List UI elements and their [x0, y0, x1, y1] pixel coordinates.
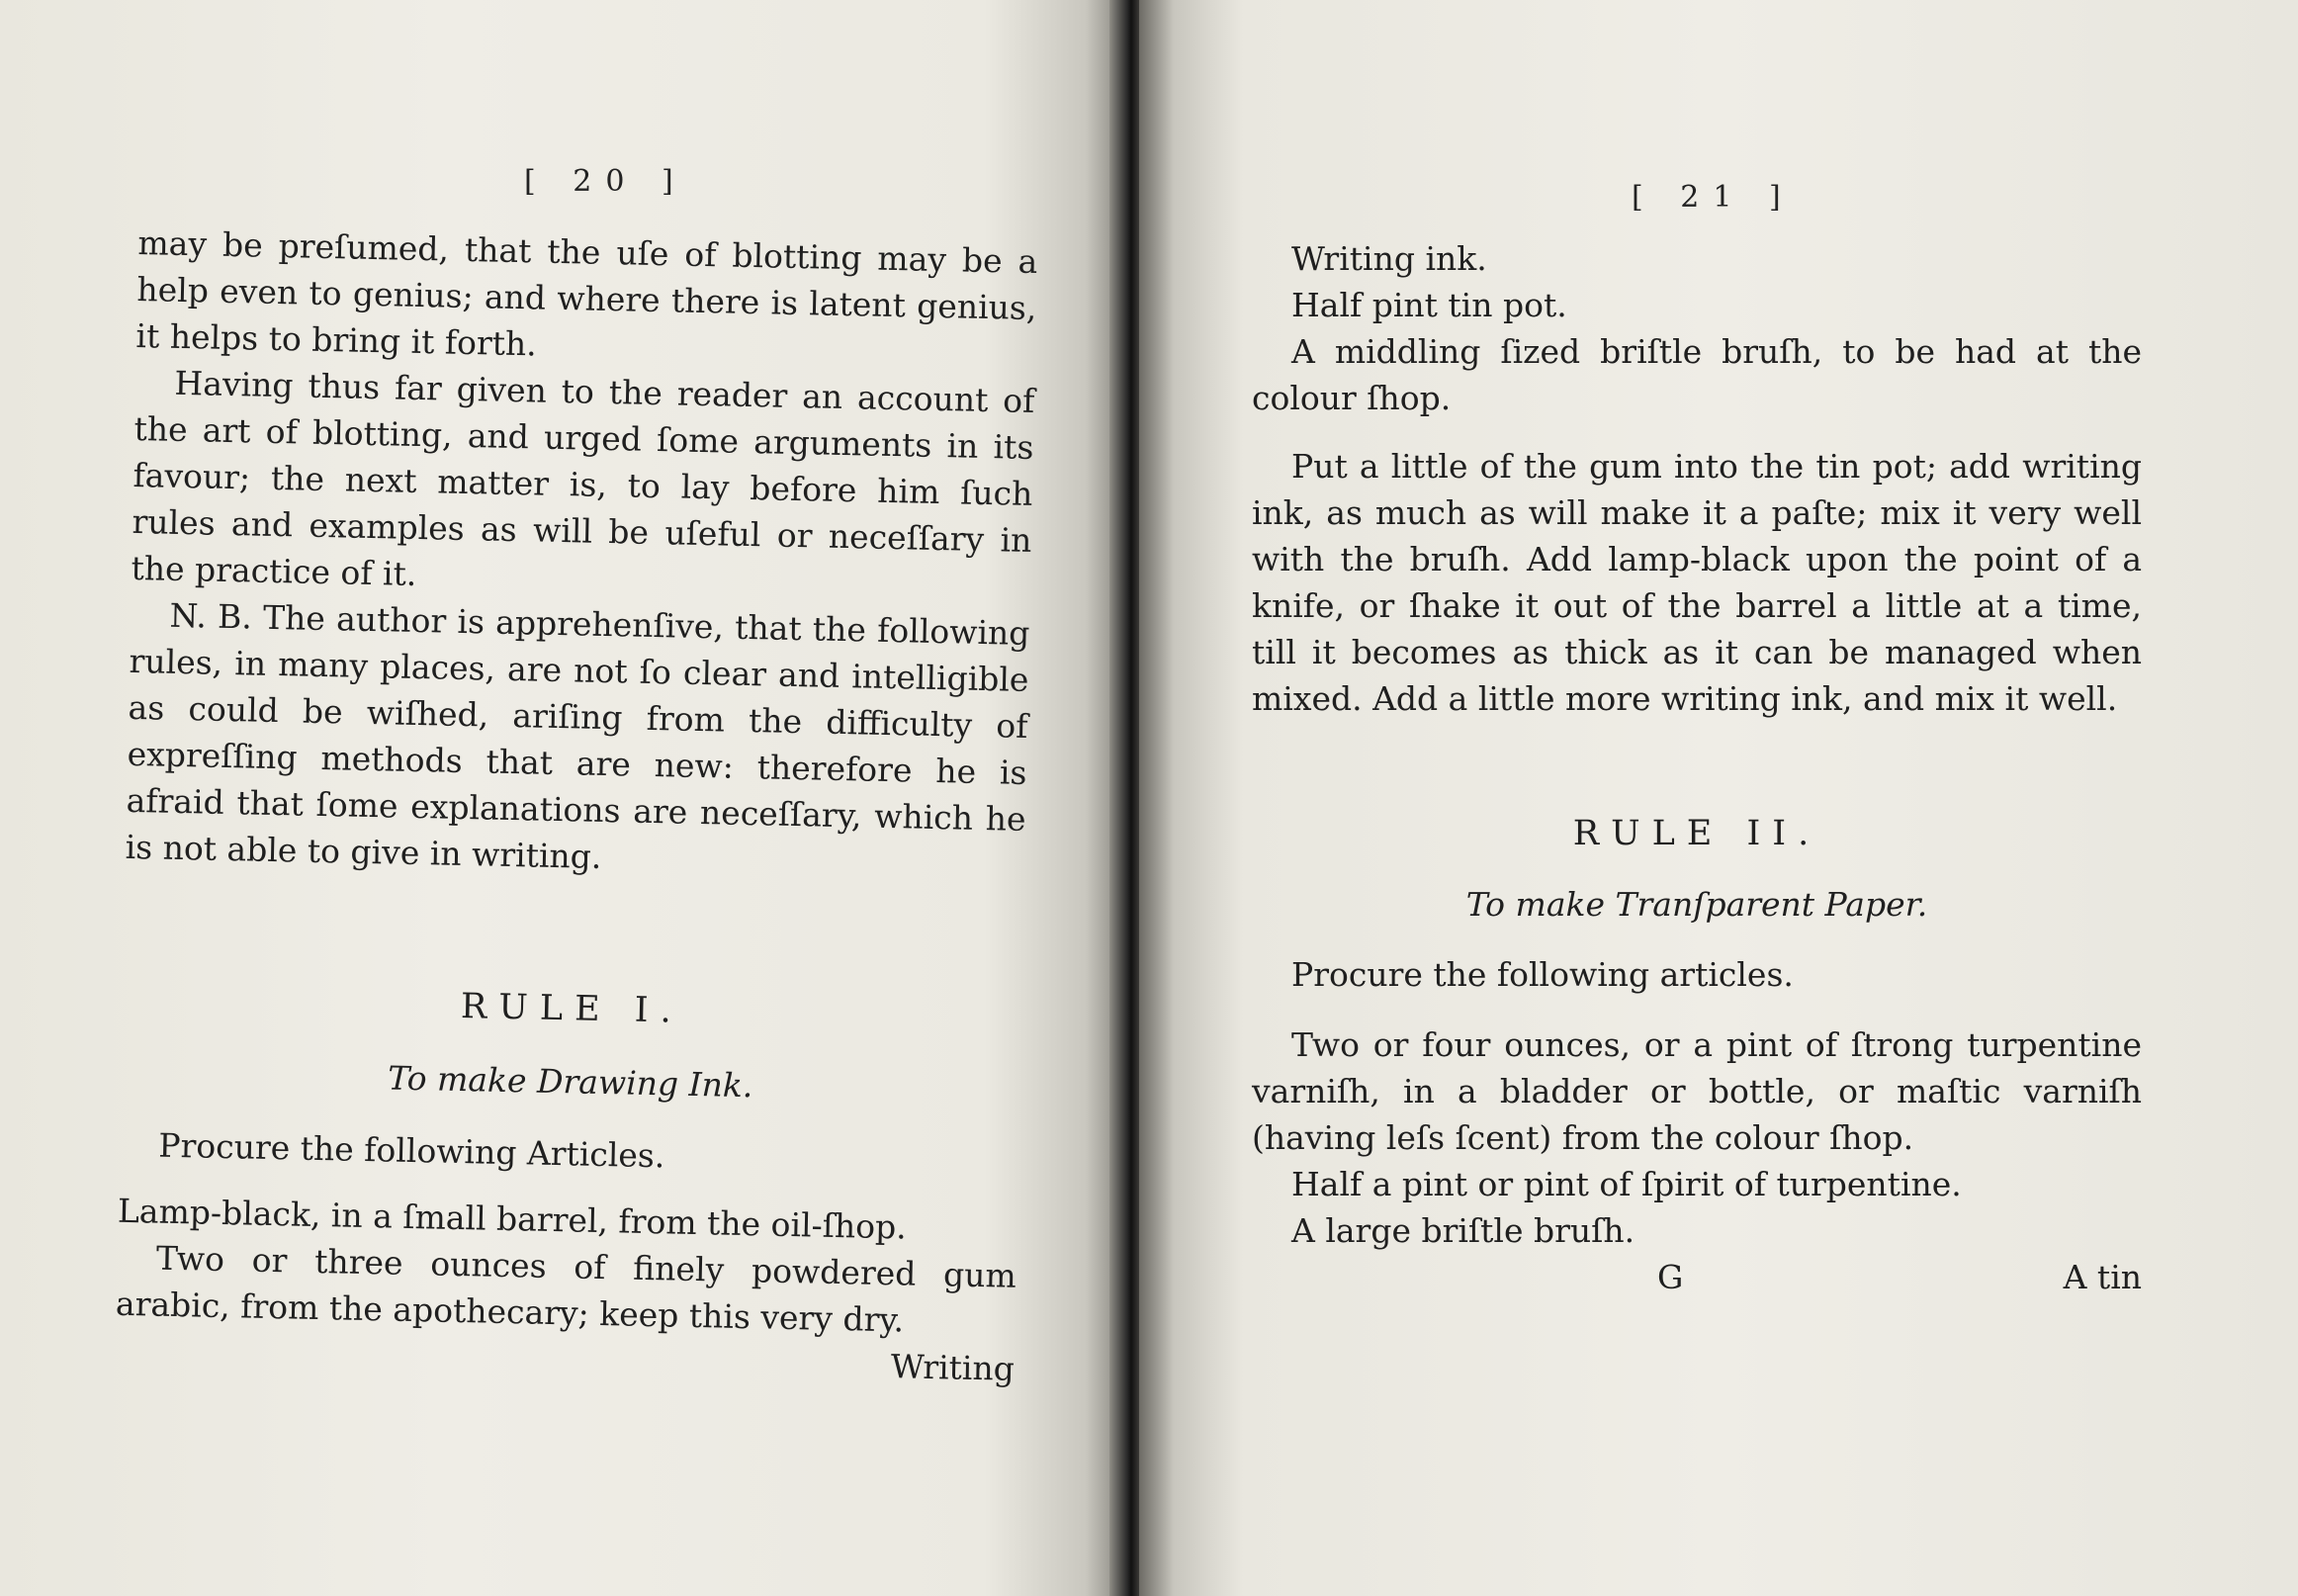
rule-2-procure: Procure the following articles. [1291, 955, 1794, 994]
signature-mark: G [1657, 1258, 1684, 1296]
rule-1-procure: Procure the following Articles. [157, 1125, 665, 1176]
rule-2-article-3: A large briſtle bruſh. [1291, 1211, 1635, 1250]
article-writing-ink: Writing ink. [1291, 239, 1487, 278]
rule-1-instruction: Put a little of the gum into the tin pot; add writing ink, as much as will make it a paſte; mix it very well with the bruſh. Add lamp-black upon the point of a knife, or ſhake it out of the barrel a little at a time, till it becomes as thick as it can be managed when mixed. Add a little more writing ink, and mix it well. [1252, 447, 2142, 718]
right-page-footer [1252, 1254, 2142, 1300]
left-paragraph-3: N. B. The author is apprehenſive, that the following rules, in many places, are not ſo clear and intelligible as could be wiſhed, ariſing from the difficulty of expreſſing methods that are new: therefore he is afraid that ſome explanations are neceſſary, which he is not able to give in writing. [125, 595, 1030, 876]
rule-2-subheading: To make Tranſparent Paper. [1465, 885, 1928, 924]
article-tin-pot: Half pint tin pot. [1291, 286, 1567, 324]
page-number-left: [ 20 ] [524, 164, 687, 199]
catchword-left: Writing [890, 1347, 1016, 1388]
left-paragraph-1: may be preſumed, that the uſe of blotting may be a help even to genius; and where there is latent genius, it helps to bring it forth. [135, 222, 1038, 364]
rule-1-subheading: To make Drawing Ink. [387, 1058, 753, 1106]
right-page-text [1252, 235, 2142, 1300]
rule-1-heading: RULE I. [460, 987, 684, 1031]
left-page-text [115, 220, 1038, 1392]
rule-2-article-2: Half a pint or pint of ſpirit of turpentine. [1291, 1165, 1962, 1203]
left-paragraph-2: Having thus far given to the reader an account of the art of blotting, and urged ſome arguments in its favour; the next matter is, to lay before him ſuch rules and examples as will be uſeful or neceſſary in the practice of it. [131, 363, 1035, 593]
page-number-right: [ 21 ] [1632, 180, 1795, 215]
rule-2-heading: RULE II. [1572, 814, 1821, 853]
left-page [0, 0, 1119, 1596]
rule-1-article-1: Lamp-black, in a ſmall barrel, from the oil-ſhop. [117, 1191, 908, 1247]
article-bristle-brush: A middling ſized briſtle bruſh, to be had at the colour ſhop. [1252, 332, 2142, 417]
catchword-right: A tin [2063, 1258, 2142, 1296]
rule-2-article-1: Two or four ounces, or a pint of ſtrong turpentine varniſh, in a bladder or bottle, or maſtic varniſh (having leſs ſcent) from the colour ſhop. [1252, 1025, 2142, 1157]
rule-1-article-2: Two or three ounces of finely powdered gum arabic, from the apothecary; keep this very dry. [115, 1238, 1017, 1340]
